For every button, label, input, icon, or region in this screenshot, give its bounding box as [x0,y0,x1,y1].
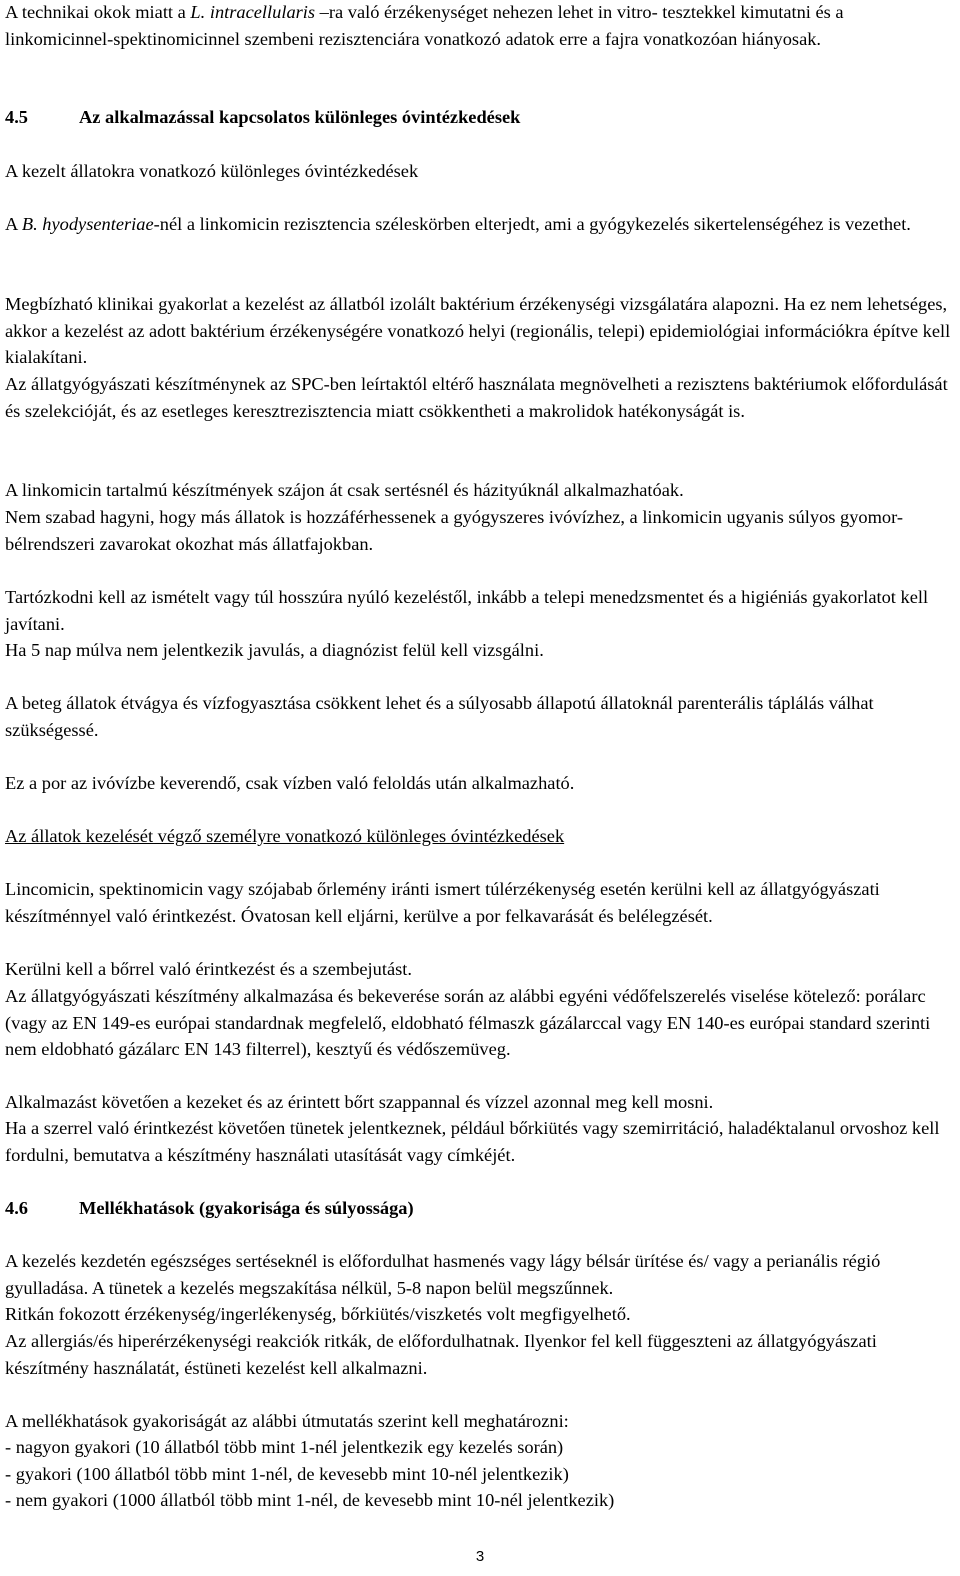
section-4-5-title: Az alkalmazással kapcsolatos különleges óvintézkedések [79,107,521,127]
list-item: - nagyon gyakori (10 állatból több mint 1-nél jelentkezik egy kezelés során) [5,1437,564,1457]
paragraph-avoid-prolonged: Tartózkodni kell az ismételt vagy túl hosszúra nyúló kezeléstől, inkább a telepi menedzsmentet és a higiéniás gyakorlatot kell javítani. [5,587,929,634]
frequency-list [5,1434,955,1514]
paragraph-frequency-intro: A mellékhatások gyakoriságát az alábbi útmutatás szerint kell meghatározni: [5,1411,569,1431]
p2-species: B. hyodysenteriae [21,214,154,234]
section-4-6-number: 4.6 [5,1198,28,1218]
p1-species: L. intracellularis [190,2,316,22]
subheading-handler-precautions: Az állatok kezelését végző személyre vonatkozó különleges óvintézkedések [5,826,565,846]
p2-text-c: -nél a linkomicin rezisztencia széleskörben elterjedt, ami a gyógykezelés sikertelenségéhez is vezethet. [153,214,911,234]
paragraph-hyodysenteriae [5,211,955,238]
paragraph-five-days: Ha 5 nap múlva nem jelentkezik javulás, a diagnózist felül kell vizsgálni. [5,640,544,660]
paragraph-intracellularis [5,0,955,52]
paragraph-oral-use: A linkomicin tartalmú készítmények szájon át csak sertésnél és házityúknál alkalmazhatóak. [5,480,684,500]
paragraph-wash-hands: Alkalmazást követően a kezeket és az érintett bőrt szappannal és vízzel azonnal meg kell mosni. [5,1092,714,1112]
paragraph-spc-deviation: Az állatgyógyászati készítménynek az SPC-ben leírtaktól eltérő használata megnövelheti a rezisztens baktériumok előfordulását és szelekcióját, és az esetleges keresztrezisztencia miatt csökkentheti a makrolidok hatékonyságát is. [5,374,948,421]
list-item: - nem gyakori (1000 állatból több mint 1-nél, de kevesebb mint 10-nél jelentkezik) [5,1490,615,1511]
paragraph-symptoms: Ha a szerrel való érintkezést követően tünetek jelentkeznek, például bőrkiütés vagy szemirritáció, haladéktalanul orvoshoz kell fordulni, bemutatva a készítmény használati utasítását vagy címkéjét. [5,1118,940,1165]
paragraph-avoid-contact: Kerülni kell a bőrrel való érintkezést és a szembejutást. [5,959,412,979]
subheading-treated-animals: A kezelt állatokra vonatkozó különleges óvintézkedések [5,161,419,181]
paragraph-protective-equipment: Az állatgyógyászati készítmény alkalmazása és bekeverése során az alábbi egyéni védőfelszerelés viselése kötelező: porálarc (vagy az EN 149-es európai standardnak megfelelő, eldobható félmaszk gázálarccal vagy EN 140-es európai standard szerinti nem eldobható gázálarc EN 143 filterrel), kesztyű és védőszemüveg. [5,986,931,1060]
section-4-6-heading [5,1195,955,1222]
page-number: 3 [475,1548,485,1565]
paragraph-clinical-practice: Megbízható klinikai gyakorlat a kezelést az állatból izolált baktérium érzékenységi vizsgálatára alapozni. Ha ez nem lehetséges, akkor a kezelést az adott baktérium érzékenységére vonatkozó helyi (regionális, telepi) epidemiológiai információkra építve kell kialakítani. [5,294,951,368]
section-4-5-heading [5,104,955,131]
section-4-5-number: 4.5 [5,107,28,127]
paragraph-powder: Ez a por az ivóvízbe keverendő, csak vízben való feloldás után alkalmazható. [5,773,575,793]
section-4-6-title: Mellékhatások (gyakorisága és súlyossága) [79,1198,414,1218]
paragraph-hypersensitivity: Lincomicin, spektinomicin vagy szójabab őrlemény iránti ismert túlérzékenység esetén kerülni kell az állatgyógyászati készítménnyel való érintkezést. Óvatosan kell eljárni, kerülve a por felkavarását és belélegzését. [5,879,880,926]
paragraph-allergic: Az allergiás/és hiperérzékenységi reakciók ritkák, de előfordulhatnak. Ilyenkor fel kell függeszteni az állatgyógyászati készítmény használatát, éstüneti kezelést kell alkalmazni. [5,1331,877,1378]
p1-text-c: –ra való érzékenységet nehezen lehet in vitro- tesztekkel kimutatni és a linkomicinnel-spektinomicinnel szembeni rezisztenciára vonatkozó adatok erre a fajra vonatkozóan hiányosak. [5,2,844,49]
list-item: - gyakori (100 állatból több mint 1-nél, de kevesebb mint 10-nél jelentkezik) [5,1463,569,1484]
paragraph-appetite: A beteg állatok étvágya és vízfogyasztása csökkent lehet és a súlyosabb állapotú állatoknál parenterális táplálás válhat szükségessé. [5,693,874,740]
paragraph-rarely: Ritkán fokozott érzékenység/ingerlékenység, bőrkiütés/viszketés volt megfigyelhető. [5,1304,631,1324]
paragraph-diarrhea: A kezelés kezdetén egészséges sertéseknél is előfordulhat hasmenés vagy lágy bélsár ürítése és/ vagy a perianális régió gyulladása. A tünetek a kezelés megszakítása nélkül, 5-8 napon belül megszűnnek. [5,1251,881,1298]
paragraph-other-animals: Nem szabad hagyni, hogy más állatok is hozzáférhessenek a gyógyszeres ivóvízhez, a linkomicin ugyanis súlyos gyomor-bélrendszeri zavarokat okozhat más állatfajokban. [5,507,903,554]
p1-text-a: A technikai okok miatt a [5,2,191,22]
p2-text-a: A [5,214,22,234]
